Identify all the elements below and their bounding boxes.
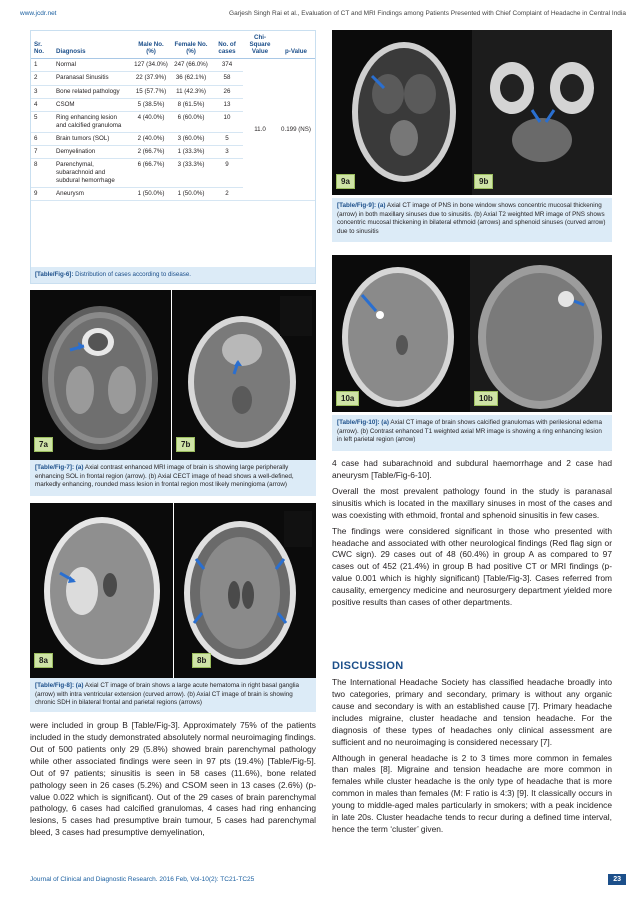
cell-female: 3 (60.0%): [171, 132, 211, 145]
figure-8b-image: [174, 503, 316, 678]
cell-diagnosis: Bone related pathology: [53, 85, 131, 98]
cell-male: 6 (66.7%): [131, 158, 171, 187]
caption-label: [Table/Fig-9]: (a): [337, 202, 386, 209]
cell-cases: 26: [211, 85, 243, 98]
cell-sr: 6: [31, 132, 53, 145]
figure-8a-label: 8a: [34, 653, 53, 668]
page-number: 23: [608, 874, 626, 885]
figure-8b-label: 8b: [192, 653, 211, 668]
cases-table: [31, 31, 315, 201]
figure-9b-label: 9b: [474, 174, 493, 189]
cell-sr: 7: [31, 145, 53, 158]
caption-text: Axial contrast enhanced MRI image of brain is showing large peripherally enhancing SOL in frontal region (arrow). (b) Axial CECT image of head shows a well-defined, markedly enhancing, rounded mass lesion in frontal region most likely meningioma (arrow): [35, 464, 294, 488]
cell-male: 5 (38.5%): [131, 98, 171, 111]
cell-p-value: 0.199 (NS): [277, 59, 315, 201]
col-chi-square: Chi-Square Value: [243, 31, 277, 59]
cell-sr: 3: [31, 85, 53, 98]
cell-cases: 9: [211, 158, 243, 187]
figure-10b-label: 10b: [474, 391, 498, 406]
site-url[interactable]: www.jcdr.net: [20, 10, 57, 17]
figure-7-caption: [30, 460, 316, 496]
caption-text: Axial CT image of PNS in bone window shows concentric mucosal thickening (arrow) in both maxillary sinuses due to sinusitis. (b) Axial T2 weighted MR image of PNS shows concentric mucosal thickening in bilateral ethmoid (arrows) and sphenoid sinuses (curved arrow) due to sinusitis: [337, 202, 606, 235]
cell-female: 6 (60.0%): [171, 111, 211, 132]
cell-female: 1 (50.0%): [171, 188, 211, 201]
cell-cases: 13: [211, 98, 243, 111]
cell-sr: 9: [31, 188, 53, 201]
cell-cases: 2: [211, 188, 243, 201]
col-female: Female No. (%): [171, 31, 211, 59]
figure-7a-image: [30, 290, 171, 460]
cell-male: 1 (50.0%): [131, 188, 171, 201]
cell-diagnosis: Ring enhancing lesion and calcified granuloma: [53, 111, 131, 132]
table-fig-6: [30, 30, 316, 284]
figure-8-caption: [30, 678, 316, 712]
cell-male: 2 (66.7%): [131, 145, 171, 158]
caption-label: [Table/Fig-8]: (a): [35, 682, 84, 689]
cell-cases: 374: [211, 59, 243, 72]
col-p-value: p-Value: [277, 31, 315, 59]
caption-text: Distribution of cases according to disease.: [75, 271, 192, 278]
cell-female: 11 (42.3%): [171, 85, 211, 98]
caption-text: Axial CT image of brain shows a large acute hematoma in right basal ganglia (arrow) with intra ventricular extension (curved arrow). (b) Axial CT image of brain is showing chronic SDH in bilateral frontal and parietal regions (arrows): [35, 682, 300, 706]
paragraph: Overall the most prevalent pathology found in the study is paranasal sinusitis which is located in the maxillary sinuses in most of the cases and was coexisting with ethmoid, frontal and sphenoid sinusitis in few cases.: [332, 485, 612, 520]
paragraph: The International Headache Society has classified headache broadly into two categories, primary and secondary, primary is without any organic cause and secondary is with an established cause [7]. Primary headache includes migraine, cluster headache and tension headache. For the diagnosis of these types of headaches only clinical assessment are sufficient and no neuroimaging is considered necessary [7].: [332, 677, 612, 747]
cell-male: 127 (34.0%): [131, 59, 171, 72]
cell-chi-square: 11.0: [243, 59, 277, 201]
cell-sr: 1: [31, 59, 53, 72]
paragraph: The findings were considered significant in those who presented with headache and associated with other neurological findings (Red flag sign or CWC sign). 29 cases out of 48 (60.4%) in group A as compared to 97 cases out of 452 (21.4%) in group B had positive CT or MRI findings (p-value 0.001 which is highly significant) [Table/Fig-3]. Cases referred from causality, emergency medicine and neurosurgery department yielded more positive results than cases of other departments.: [332, 525, 612, 608]
journal-citation: Journal of Clinical and Diagnostic Research. 2016 Feb, Vol-10(2): TC21-TC25: [30, 876, 255, 883]
running-header: [20, 10, 626, 24]
figure-9-image: [332, 30, 612, 195]
cell-female: 3 (33.3%): [171, 158, 211, 187]
cell-diagnosis: Normal: [53, 59, 131, 72]
table-row: [31, 59, 315, 72]
figure-7b-image: [172, 290, 316, 460]
cell-male: 15 (57.7%): [131, 85, 171, 98]
cell-diagnosis: Parenchymal, subarachnoid and subdural hemorrhage: [53, 158, 131, 187]
cell-female: 36 (62.1%): [171, 72, 211, 85]
figure-10-image: [332, 255, 612, 412]
figure-9a-label: 9a: [336, 174, 355, 189]
cell-sr: 2: [31, 72, 53, 85]
col-diagnosis: Diagnosis: [53, 31, 131, 59]
cell-cases: 3: [211, 145, 243, 158]
cell-diagnosis: CSOM: [53, 98, 131, 111]
cell-sr: 4: [31, 98, 53, 111]
cell-female: 8 (61.5%): [171, 98, 211, 111]
running-citation: Garjesh Singh Rai et al., Evaluation of CT and MRI Findings among Patients Presented with Chief Complaint of Headache in Central India: [229, 10, 626, 17]
caption-label: [Table/Fig-10]: (a): [337, 419, 390, 426]
caption-text: Axial CT image of brain shows calcified granulomas with perilesional edema (arrow). (b) Contrast enhanced T1 weighted axial MR image is showing a ring enhancing lesion in left parietal region (arrow): [337, 419, 603, 443]
col-male: Male No. (%): [131, 31, 171, 59]
cell-male: 2 (40.0%): [131, 132, 171, 145]
cell-male: 22 (37.9%): [131, 72, 171, 85]
running-footer: [30, 876, 626, 890]
right-body-text-top: [332, 458, 612, 613]
cell-diagnosis: Paranasal Sinusitis: [53, 72, 131, 85]
cell-diagnosis: Brain tumors (SOL): [53, 132, 131, 145]
col-sr: Sr. No.: [31, 31, 53, 59]
figure-8a-image: [30, 503, 173, 678]
figure-10a-label: 10a: [336, 391, 359, 406]
cell-cases: 58: [211, 72, 243, 85]
cell-male: 4 (40.0%): [131, 111, 171, 132]
cell-sr: 5: [31, 111, 53, 132]
caption-label: [Table/Fig-6]:: [35, 271, 74, 278]
paragraph: Although in general headache is 2 to 3 times more common in females than males [8]. Migraine and tension headache are more common in females while cluster headache is the only type of headache that is more common in males than females (M: F ratio is 4:3) [9]. It classically occurs in young to middle-aged males particularly in smokers; with a peak incidence in late 20s. Cluster headache tends to recur during a defined time interval, hence the term ‘cluster’ given.: [332, 752, 612, 835]
paragraph: were included in group B [Table/Fig-3]. Approximately 75% of the patients included in the study demonstrated absolutely normal neuroimaging findings. Out of 500 patients only 29 (5.8%) showed brain parenchymal pathology while other associated findings were seen in 97 pts (19.4%) [Table/Fig-5]. Out of 97 patients; sinusitis is seen in 58 cases (11.6%), bone related pathology seen in 26 cases (5.2%) and CSOM seen in 13 cases (2.6%) (p-value 0.022 which is significant). Out of the 29 cases of brain parenchymal pathology, 6 cases had calcified granulomas, 4 cases had ring enhancing lesions, 5 cases had presumptive brain tumour, 5 cases had parenchymal bleed, 3 cases had presumptive demyelination,: [30, 720, 316, 838]
figure-9-caption: [332, 198, 612, 242]
figure-10-caption: [332, 415, 612, 451]
cell-sr: 8: [31, 158, 53, 187]
col-cases: No. of cases: [211, 31, 243, 59]
caption-label: [Table/Fig-7]: (a): [35, 464, 84, 471]
cell-female: 1 (33.3%): [171, 145, 211, 158]
cell-cases: 5: [211, 132, 243, 145]
right-body-text-bottom: [332, 677, 612, 840]
left-body-text: [30, 720, 316, 866]
section-heading-discussion: DISCUSSION: [332, 660, 404, 672]
cell-cases: 10: [211, 111, 243, 132]
paragraph: 4 case had subarachnoid and subdural haemorrhage and 2 case had aneurysm [Table/Fig-6-10].: [332, 458, 612, 480]
table-6-caption: [31, 267, 315, 283]
cell-diagnosis: Demyelination: [53, 145, 131, 158]
cell-female: 247 (66.0%): [171, 59, 211, 72]
figure-7a-label: 7a: [34, 437, 53, 452]
cell-diagnosis: Aneurysm: [53, 188, 131, 201]
figure-7b-label: 7b: [176, 437, 195, 452]
